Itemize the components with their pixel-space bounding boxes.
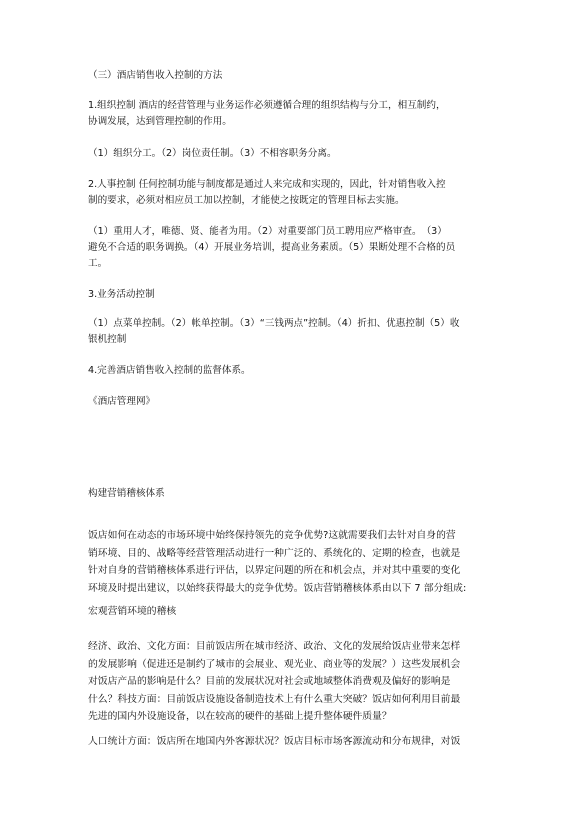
text-line: （1）重用人才，唯德、贤、能者为用。（2）对重要部门员工聘用应严格审查。 （3） [88, 226, 447, 237]
text-line: 经济、政治、文化方面：目前饭店所在城市经济、政治、文化的发展给饭店业带来怎样 [88, 641, 461, 652]
text-line: 什么？科技方面：目前饭店设施设备制造技术上有什么重大突破？饭店如何利用目前最 [88, 693, 461, 705]
text-line: 对饭店产品的影响是什么？目前的发展状况对社会或地域整体消费观及偏好的影响是 [88, 676, 451, 688]
text-line: 销环境、目的、战略等经营管理活动进行一种广泛的、系统化的、定期的检查，也就是 [88, 547, 461, 559]
text-line: 制的要求，必须对相应员工加以控制，才能使之按既定的管理目标去实施。 [88, 195, 405, 206]
paragraph-personnel-control [88, 177, 498, 209]
source-note: 《酒店管理网》 [88, 396, 156, 407]
paragraph-organization-control [88, 98, 498, 130]
text-line: 饭店如何在动态的市场环境中始终保持领先的竞争优势?这就需要我们去针对自身的营 [88, 530, 456, 541]
paragraph-business-control: 3.业务活动控制 [88, 289, 155, 300]
section-heading: （三）酒店销售收入控制的方法 [88, 70, 223, 81]
text-line: 工。 [88, 258, 108, 269]
text-line: 1.组织控制 酒店的经营管理与业务运作必须遵循合理的组织结构与分工，相互制约， [88, 100, 446, 111]
text-line: 针对自身的营销稽核体系进行评估，以界定问题的所在和机会点，并对其中重要的变化 [88, 565, 461, 577]
paragraph-demographics: 人口统计方面：饭店所在地国内外客源状况？饭店目标市场客源流动和分布规律，对饭 [88, 736, 461, 747]
text-line: 避免不合适的职务调换。（4）开展业务培训，提高业务素质。（5）果断处理不合格的员 [88, 242, 456, 253]
paragraph-org-items: （1）组织分工。（2）岗位责任制。（3）不相容职务分离。 [88, 148, 337, 159]
text-line: 协调发展，达到管理控制的作用。 [88, 116, 232, 127]
section-heading-audit: 构建营销稽核体系 [88, 488, 165, 499]
paragraph-business-items [88, 316, 498, 348]
text-line: 先进的国内外设施设备，以在较高的硬件的基础上提升整体硬件质量？ [88, 711, 392, 723]
text-line: （1）点菜单控制。（2）帐单控制。（3）“三钱两点”控制。（4）折扣、优惠控制（5）收 [88, 318, 460, 329]
text-line: 环境及时提出建议，以始终获得最大的竞争优势。饭店营销稽核体系由以下 7 部分组成: [88, 582, 467, 594]
text-line: 2.人事控制 任何控制功能与制度都是通过人来完成和实现的，因此，针对销售收入控 [88, 179, 446, 190]
text-line: 的发展影响（促进还是制约了城市的会展业、观光业、商业等的发展？）这些发展机会 [88, 658, 461, 670]
paragraph-personnel-items [88, 224, 498, 272]
paragraph-supervision: 4.完善酒店销售收入控制的监督体系。 [88, 365, 251, 376]
text-line: 银机控制 [88, 334, 127, 345]
subheading-macro-environment: 宏观营销环境的稽核 [88, 606, 177, 617]
paragraph-audit-intro [88, 527, 498, 597]
paragraph-macro-environment [88, 638, 498, 726]
